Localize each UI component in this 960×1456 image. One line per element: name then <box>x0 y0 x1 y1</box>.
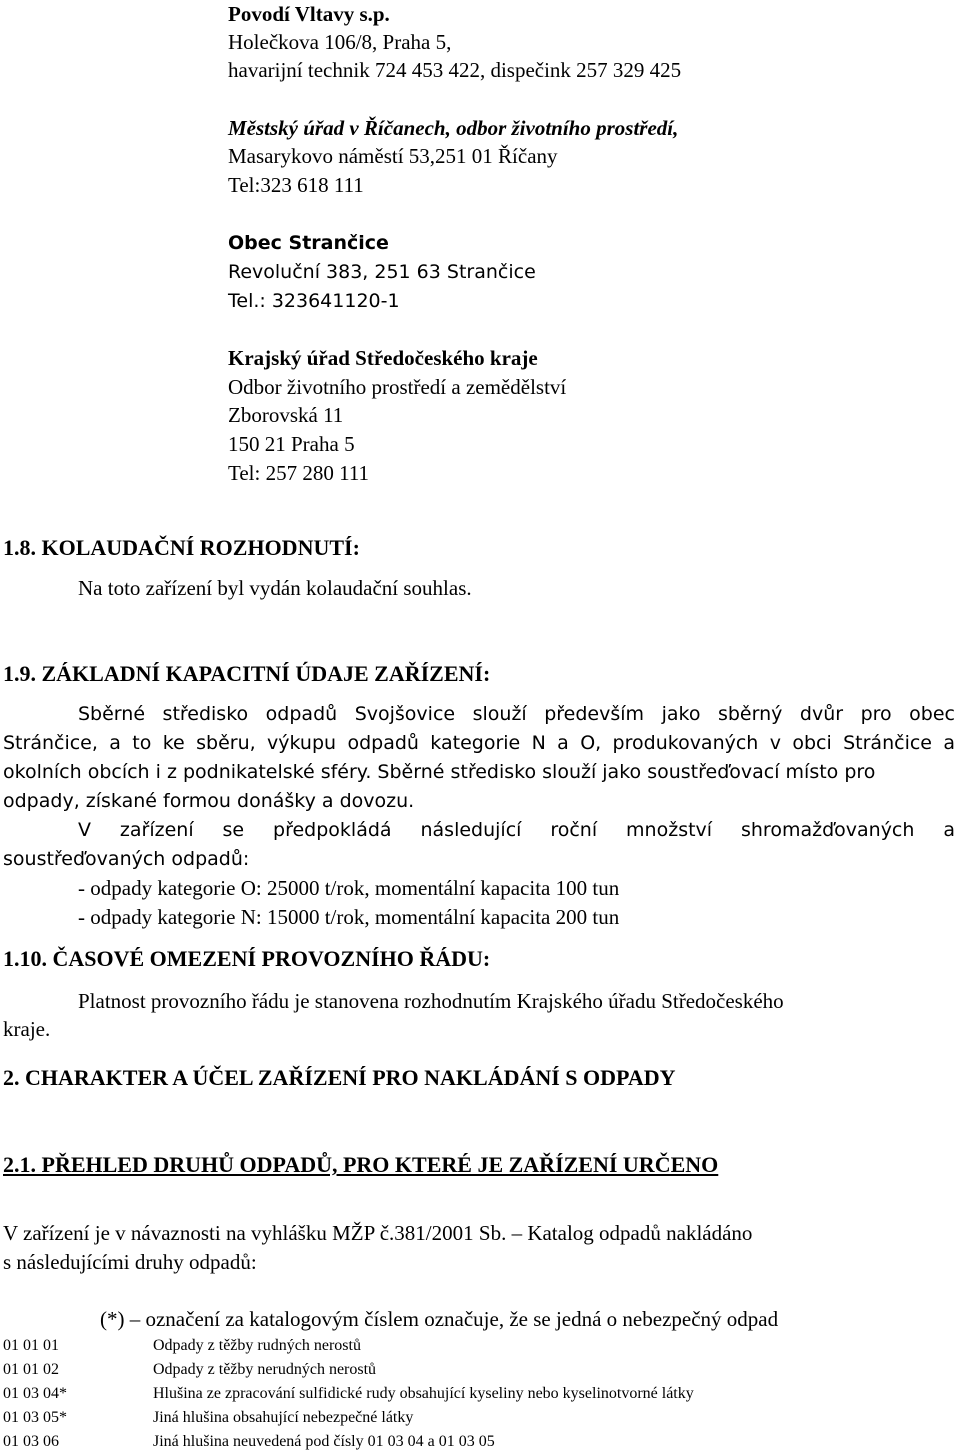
contact-obec-name: Obec Strančice <box>228 232 389 254</box>
waste-description: Odpady z těžby rudných nerostů <box>153 1337 361 1354</box>
section-1-10-line2: kraje. <box>3 1017 51 1041</box>
section-1-9-p2-line1: V zařízení se předpokládá následující roční množství shromažďovaných a <box>78 819 955 841</box>
waste-description: Jiná hlušina neuvedená pod čísly 01 03 04 a 01 03 05 <box>153 1433 495 1450</box>
contact-obec-phone: Tel.: 323641120-1 <box>228 290 400 312</box>
section-2-1-heading: 2.1. PŘEHLED DRUHŮ ODPADŮ, PRO KTERÉ JE ZAŘÍZENÍ URČENO <box>3 1152 719 1177</box>
section-1-9-heading: 1.9. ZÁKLADNÍ KAPACITNÍ ÚDAJE ZAŘÍZENÍ: <box>3 661 491 686</box>
contact-kraj-street: Zborovská 11 <box>228 403 344 427</box>
section-1-9-p2-line2: soustřeďovaných odpadů: <box>3 848 250 870</box>
contact-kraj-name: Krajský úřad Středočeského kraje <box>228 346 538 370</box>
section-1-9-p1-line2: Stránčice, a to ke sběru, výkupu odpadů kategorie N a O, produkovaných v obci Stránčice a <box>3 732 955 754</box>
waste-description: Jiná hlušina obsahující nebezpečné látky <box>153 1409 414 1426</box>
contact-mu-address: Masarykovo náměstí 53,251 01 Říčany <box>228 144 558 168</box>
section-1-9-p1-line1: Sběrné středisko odpadů Svojšovice slouží především jako sběrný dvůr pro obec <box>78 703 955 725</box>
contact-mu-phone: Tel:323 618 111 <box>228 173 364 197</box>
waste-code: 01 03 05* <box>3 1409 67 1426</box>
contact-kraj-phone: Tel: 257 280 111 <box>228 461 370 485</box>
section-1-9-p1-line4: odpady, získané formou donášky a dovozu. <box>3 790 415 812</box>
waste-code: 01 01 02 <box>3 1361 59 1378</box>
waste-code: 01 03 06 <box>3 1433 59 1450</box>
waste-code: 01 03 04* <box>3 1385 67 1402</box>
section-2-1-line2: s následujícími druhy odpadů: <box>3 1250 257 1274</box>
contact-kraj-city: 150 21 Praha 5 <box>228 432 355 456</box>
waste-code: 01 01 01 <box>3 1337 59 1354</box>
section-2-1-line1: V zařízení je v návaznosti na vyhlášku MŽP č.381/2001 Sb. – Katalog odpadů nakládáno <box>3 1221 753 1245</box>
section-1-8-heading: 1.8. KOLAUDAČNÍ ROZHODNUTÍ: <box>3 535 360 560</box>
contact-kraj-dept: Odbor životního prostředí a zemědělství <box>228 375 567 399</box>
section-1-8-text: Na toto zařízení byl vydán kolaudační souhlas. <box>78 576 472 600</box>
contact-povodi-phones: havarijní technik 724 453 422, dispečink 257 329 425 <box>228 58 682 82</box>
section-1-9-p1-line3: okolních obcích i z podnikatelské sféry. Sběrné středisko slouží jako soustřeďovací místo pro <box>3 761 876 783</box>
section-2-1-note: (*) – označení za katalogovým číslem označuje, že se jedná o nebezpečný odpad <box>100 1307 779 1331</box>
section-1-10-heading: 1.10. ČASOVÉ OMEZENÍ PROVOZNÍHO ŘÁDU: <box>3 946 491 971</box>
section-1-9-item1: - odpady kategorie O: 25000 t/rok, momentální kapacita 100 tun <box>78 876 620 900</box>
section-2-heading: 2. CHARAKTER A ÚČEL ZAŘÍZENÍ PRO NAKLÁDÁNÍ S ODPADY <box>3 1065 676 1090</box>
section-1-9-item2: - odpady kategorie N: 15000 t/rok, momentální kapacita 200 tun <box>78 905 620 929</box>
contact-obec-address: Revoluční 383, 251 63 Strančice <box>228 261 536 283</box>
contact-povodi-address: Holečkova 106/8, Praha 5, <box>228 30 452 54</box>
contact-mu-name: Městský úřad v Říčanech, odbor životního prostředí, <box>228 116 679 140</box>
waste-description: Odpady z těžby nerudných nerostů <box>153 1361 377 1378</box>
waste-description: Hlušina ze zpracování sulfidické rudy obsahující kyseliny nebo kyselinotvorné látky <box>153 1385 694 1402</box>
section-1-10-line1: Platnost provozního řádu je stanovena rozhodnutím Krajského úřadu Středočeského <box>78 989 784 1013</box>
contact-povodi-name: Povodí Vltavy s.p. <box>228 2 390 26</box>
